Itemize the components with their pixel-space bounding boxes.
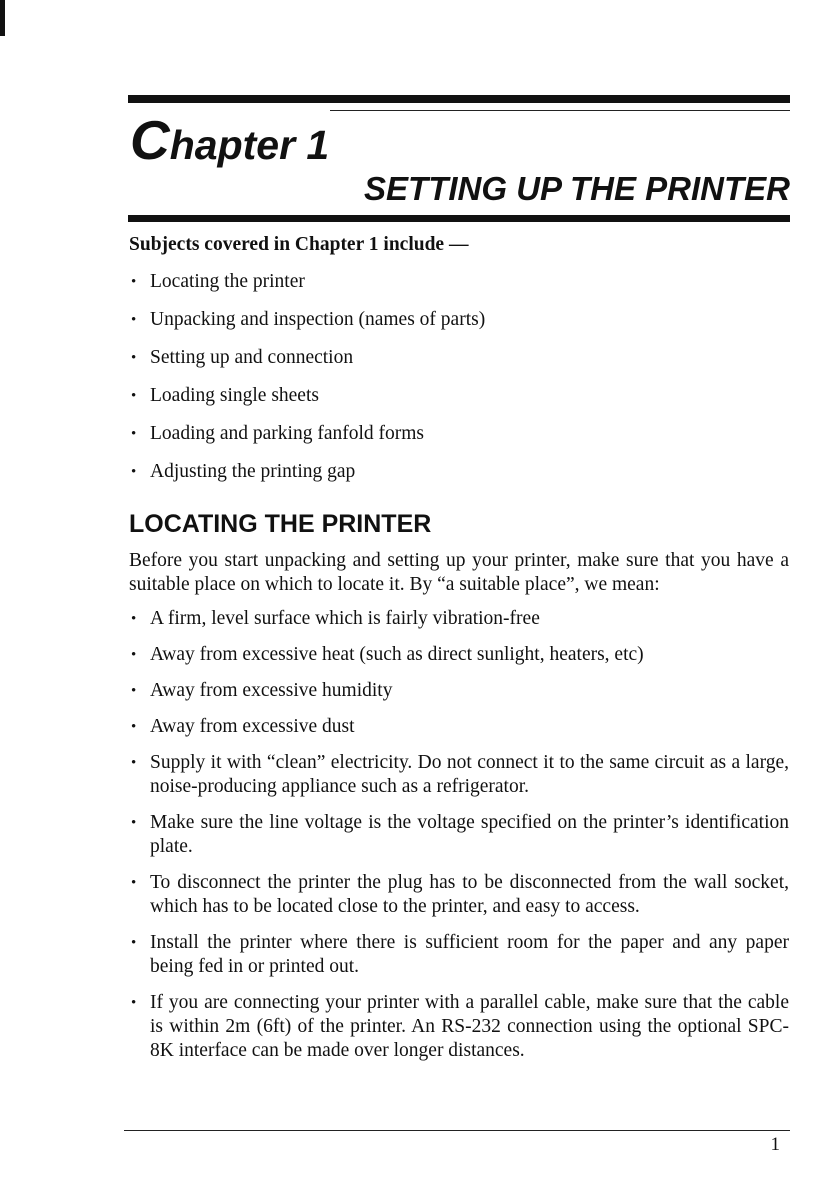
subjects-list-item: • Loading and parking fanfold forms bbox=[129, 422, 789, 446]
locating-list-item: • To disconnect the printer the plug has to be disconnected from the wall socket, which has to be located close to the printer, and easy to access. bbox=[129, 871, 789, 919]
subjects-list bbox=[129, 270, 789, 484]
subjects-heading: Subjects covered in Chapter 1 include — bbox=[129, 234, 469, 255]
locating-list-item: • Away from excessive humidity bbox=[129, 679, 789, 703]
locating-list-item: • Supply it with “clean” electricity. Do not connect it to the same circuit as a large, noise-producing appliance such as a refrigerator. bbox=[129, 751, 789, 799]
scan-edge-mark bbox=[0, 0, 5, 36]
subjects-list-item: • Unpacking and inspection (names of parts) bbox=[129, 308, 789, 332]
subjects-list-item: • Adjusting the printing gap bbox=[129, 460, 789, 484]
title-rule bbox=[128, 215, 790, 222]
footer-rule bbox=[124, 1130, 790, 1131]
locating-list bbox=[129, 607, 789, 1063]
locating-intro: Before you start unpacking and setting up your printer, make sure that you have a suitable place on which to locate it. By “a suitable place”, we mean: bbox=[129, 550, 789, 595]
locating-list-item: • Away from excessive heat (such as direct sunlight, heaters, etc) bbox=[129, 643, 789, 667]
chapter-title: SETTING UP THE PRINTER bbox=[364, 170, 790, 207]
locating-list-item: • A firm, level surface which is fairly vibration-free bbox=[129, 607, 789, 631]
chapter-label-rest: hapter 1 bbox=[169, 122, 330, 168]
locating-list-item: • Make sure the line voltage is the voltage specified on the printer’s identification plate. bbox=[129, 811, 789, 859]
locating-list-item: • Away from excessive dust bbox=[129, 715, 789, 739]
header-rule-thick bbox=[128, 95, 790, 103]
locating-list-item: • Install the printer where there is sufficient room for the paper and any paper being fed in or printed out. bbox=[129, 931, 789, 979]
page-content bbox=[129, 232, 789, 1075]
chapter-label-initial: C bbox=[130, 109, 170, 171]
chapter-label bbox=[130, 108, 329, 172]
page-number: 1 bbox=[770, 1134, 780, 1155]
locating-list-item: • If you are connecting your printer with a parallel cable, make sure that the cable is within 2m (6ft) of the printer. An RS-232 connection using the optional SPC-8K interface can be made over longer distances. bbox=[129, 991, 789, 1063]
subjects-list-item: • Setting up and connection bbox=[129, 346, 789, 370]
header-rule-thin bbox=[330, 110, 790, 111]
section-heading-locating: LOCATING THE PRINTER bbox=[129, 510, 432, 538]
subjects-list-item: • Locating the printer bbox=[129, 270, 789, 294]
subjects-list-item: • Loading single sheets bbox=[129, 384, 789, 408]
